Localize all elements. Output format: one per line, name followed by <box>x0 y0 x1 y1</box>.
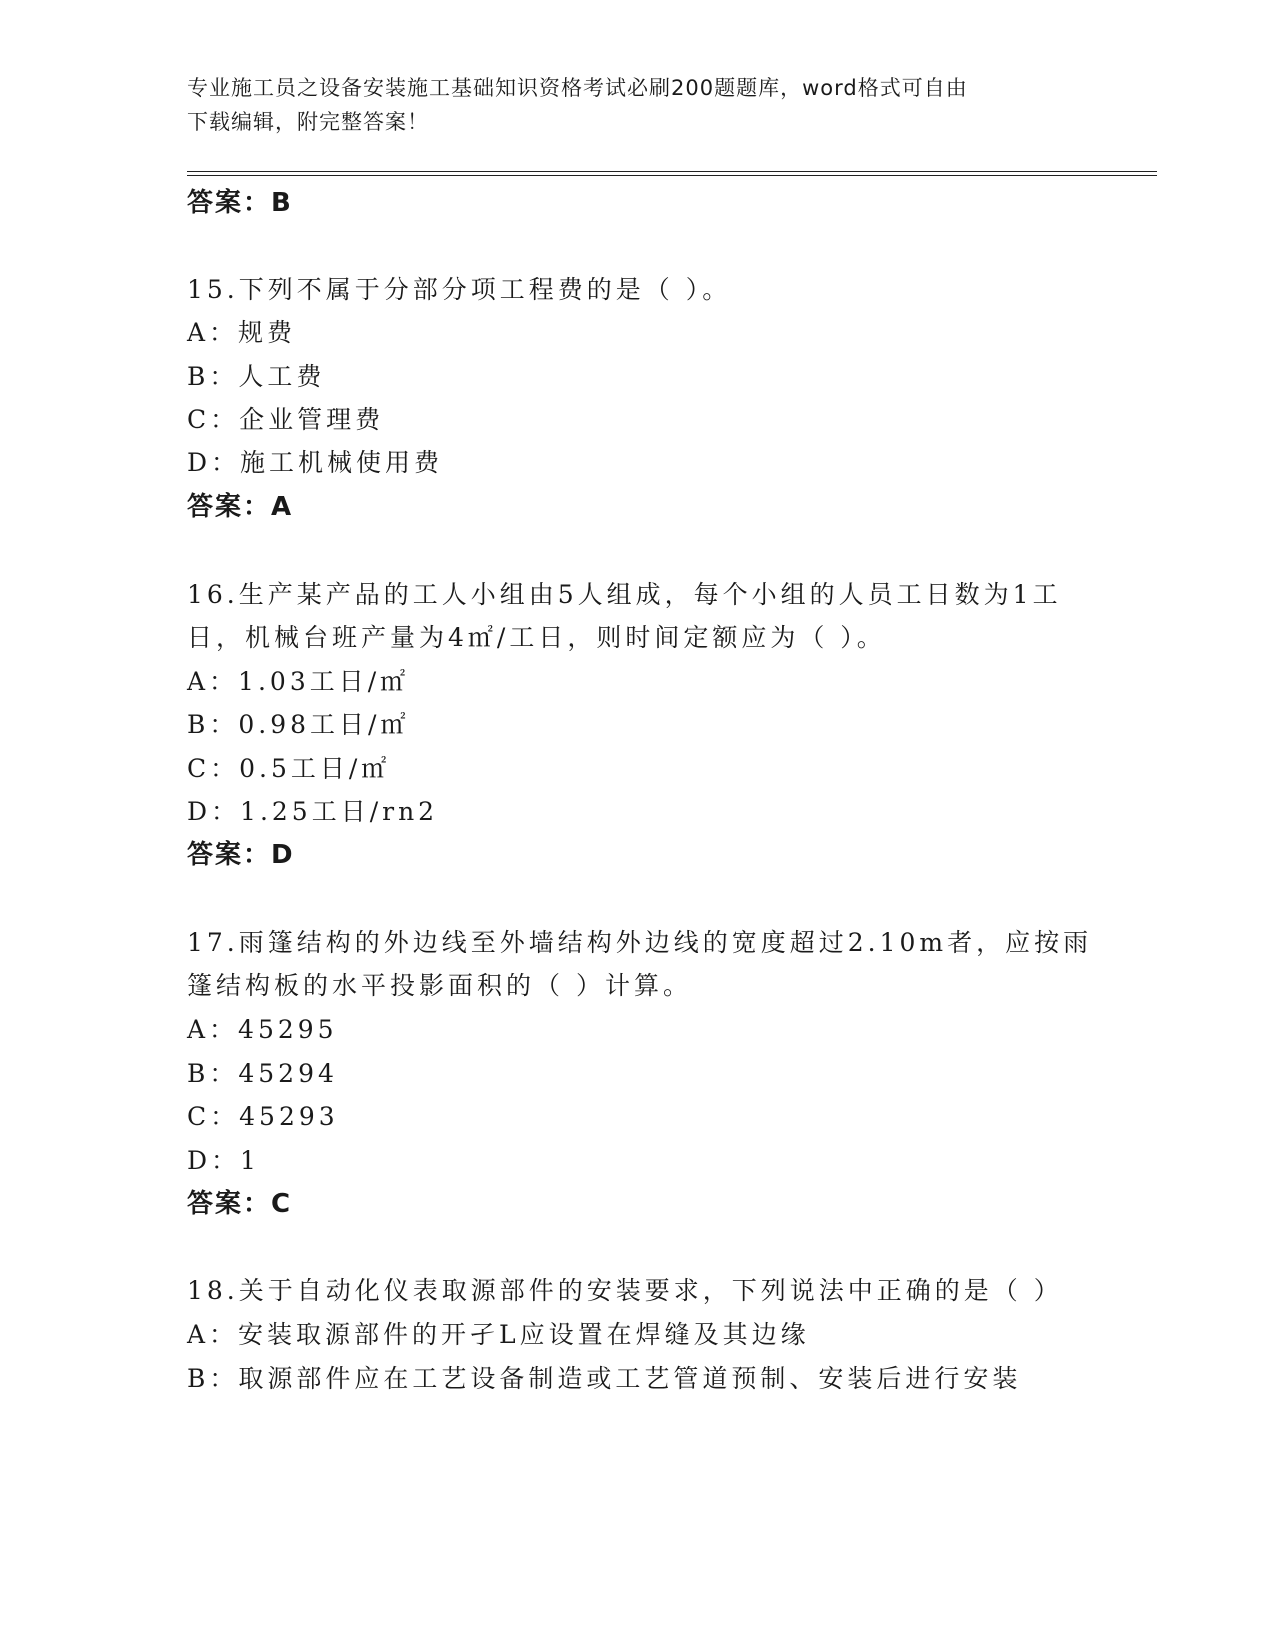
option-b: B：人工费 <box>187 362 326 391</box>
option-d: D：1.25工日/rn2 <box>187 797 439 826</box>
header-title-line-1: 专业施工员之设备安装施工基础知识资格考试必刷200题题库，word格式可自由 <box>187 76 968 100</box>
option-a: A：1.03工日/㎡ <box>187 667 410 696</box>
answer: 答案：A <box>187 492 294 522</box>
option-a: A：45295 <box>187 1015 338 1044</box>
option-c: C：45293 <box>187 1102 339 1131</box>
header-divider-bottom <box>187 175 1157 176</box>
header-divider-top <box>187 171 1157 172</box>
option-b: B：45294 <box>187 1059 338 1088</box>
question-stem-line-1: 16.生产某产品的工人小组由5人组成，每个小组的人员工日数为1工 <box>187 580 1062 609</box>
option-d: D：施工机械使用费 <box>187 448 444 477</box>
answer: 答案：C <box>187 1189 293 1219</box>
question-stem-line-1: 17.雨篷结构的外边线至外墙结构外边线的宽度超过2.10m者，应按雨 <box>187 928 1093 957</box>
question-stem-line-2: 篷结构板的水平投影面积的（ ）计算。 <box>187 971 692 1000</box>
question-stem-line-2: 日，机械台班产量为4㎡/工日，则时间定额应为（ ）。 <box>187 623 886 652</box>
answer: 答案：D <box>187 840 295 870</box>
header-title-line-2: 下载编辑，附完整答案！ <box>187 110 429 134</box>
option-c: C：企业管理费 <box>187 405 385 434</box>
question-stem: 18.关于自动化仪表取源部件的安装要求，下列说法中正确的是（ ） <box>187 1276 1063 1305</box>
option-d: D：1 <box>187 1146 260 1175</box>
answer-previous: 答案：B <box>187 188 293 218</box>
option-c: C：0.5工日/㎡ <box>187 754 391 783</box>
question-stem: 15.下列不属于分部分项工程费的是（ ）。 <box>187 275 732 304</box>
option-a: A：安装取源部件的开孑L应设置在焊缝及其边缘 <box>187 1320 810 1349</box>
option-b: B：0.98工日/㎡ <box>187 710 410 739</box>
option-b: B：取源部件应在工艺设备制造或工艺管道预制、安装后进行安装 <box>187 1364 1022 1393</box>
option-a: A：规费 <box>187 318 297 347</box>
